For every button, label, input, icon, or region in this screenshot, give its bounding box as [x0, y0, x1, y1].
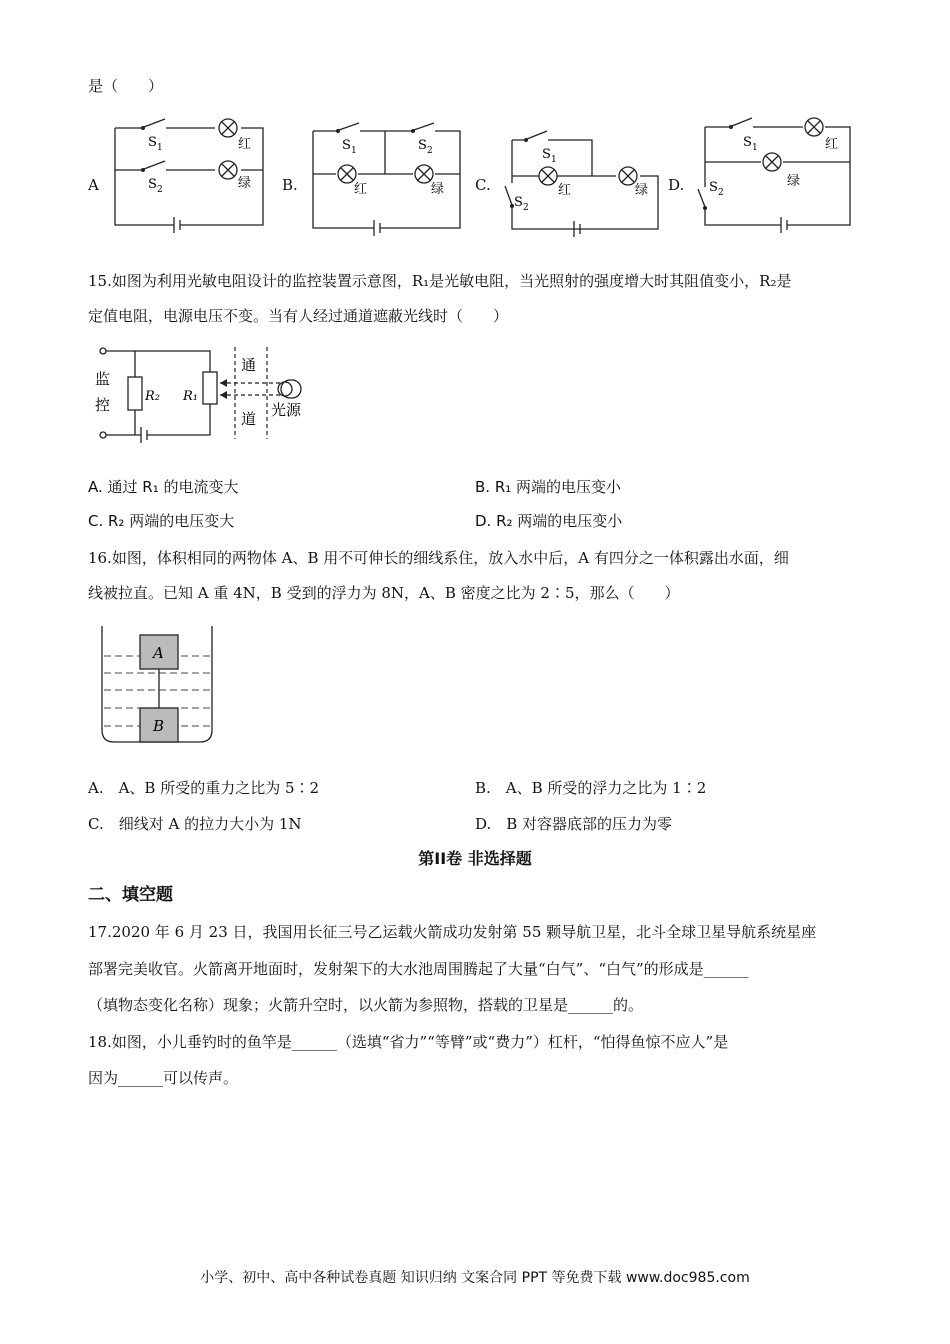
- svg-text:S: S: [418, 138, 427, 153]
- page-footer: 小学、初中、高中各种试卷真题 知识归纳 文案合同 PPT 等免费下载 www.doc985.com: [200, 1270, 750, 1286]
- container-diagram: [100, 626, 218, 746]
- q15-option-d: D. R₂ 两端的电压变小: [475, 512, 623, 530]
- label-r2: R₂: [145, 389, 160, 404]
- q14-tail: 是（ ）: [88, 77, 164, 95]
- q14-option-b-label: B.: [282, 176, 298, 194]
- q17-line3: （填物态变化名称）现象；火箭升空时，以火箭为参照物，搭载的卫星是______的。: [88, 996, 644, 1014]
- q15-option-a: A. 通过 R₁ 的电流变大: [88, 478, 239, 496]
- svg-text:S: S: [514, 195, 523, 210]
- q16-option-d: D. B 对容器底部的压力为零: [475, 815, 673, 833]
- q17-line2: 部署完美收官。火箭离开地面时，发射架下的大水池周围腾起了大量“白气”、“白气”的形成是______: [88, 960, 749, 978]
- q14-option-a-label: A: [88, 176, 99, 194]
- label-red: 红: [238, 137, 252, 152]
- q17-line1: 17.2020 年 6 月 23 日，我国用长征三号乙运载火箭成功发射第 55 颗导航卫星，北斗全球卫星导航系统星座: [88, 923, 817, 941]
- q14-option-c-label: C.: [475, 176, 491, 194]
- q15-option-c: C. R₂ 两端的电压变大: [88, 512, 235, 530]
- svg-text:2: 2: [157, 185, 163, 195]
- label-r1: R₁: [183, 389, 198, 404]
- label-jian: 监: [95, 370, 111, 388]
- svg-text:1: 1: [351, 146, 357, 156]
- svg-text:S: S: [743, 135, 752, 150]
- svg-text:绿: 绿: [431, 182, 445, 197]
- q15-option-b: B. R₁ 两端的电压变小: [475, 478, 622, 496]
- q15-stem-line2: 定值电阻，电源电压不变。当有人经过通道遮蔽光线时（ ）: [88, 307, 509, 325]
- circuit-diagram-b: [310, 123, 465, 238]
- section-fill-blank-heading: 二、填空题: [88, 885, 173, 905]
- q18-line2: 因为______可以传声。: [88, 1069, 239, 1087]
- q14-option-d-label: D.: [668, 176, 685, 194]
- svg-text:S: S: [542, 147, 551, 162]
- svg-text:绿: 绿: [635, 183, 649, 198]
- circuit-diagram-c: [500, 128, 665, 243]
- label-light-source: 光源: [271, 401, 302, 419]
- svg-text:红: 红: [825, 137, 839, 152]
- monitor-circuit-diagram: [95, 342, 315, 442]
- svg-text:红: 红: [558, 183, 572, 198]
- label-dao: 道: [241, 410, 257, 428]
- label-s1: S: [148, 135, 157, 150]
- q16-option-a: A. A、B 所受的重力之比为 5∶2: [88, 779, 320, 797]
- circuit-diagram-d: [695, 115, 860, 230]
- q16-stem-line2: 线被拉直。已知 A 重 4N，B 受到的浮力为 8N，A、B 密度之比为 2∶5，那么（ ）: [88, 584, 680, 602]
- q16-option-b: B. A、B 所受的浮力之比为 1∶2: [475, 779, 707, 797]
- label-tong: 通: [241, 356, 257, 374]
- label-kong: 控: [95, 396, 111, 414]
- part2-title: 第II卷 非选择题: [418, 849, 532, 868]
- svg-text:1: 1: [551, 155, 557, 165]
- block-a-label: A: [153, 644, 164, 662]
- q16-option-c: C. 细线对 A 的拉力大小为 1N: [88, 815, 302, 833]
- q16-stem-line1: 16.如图，体积相同的两物体 A、B 用不可伸长的细线系住，放入水中后，A 有四分之一体积露出水面，细: [88, 549, 789, 567]
- svg-text:2: 2: [523, 203, 529, 213]
- svg-text:S: S: [709, 180, 718, 195]
- q18-line1: 18.如图，小儿垂钓时的鱼竿是______（选填“省力”“等臂”或“费力”）杠杆，“怕得鱼惊不应人”是: [88, 1033, 729, 1051]
- svg-text:1: 1: [157, 143, 163, 153]
- svg-text:红: 红: [354, 182, 368, 197]
- svg-text:2: 2: [718, 188, 724, 198]
- svg-text:2: 2: [427, 146, 433, 156]
- block-b-label: B: [153, 717, 165, 735]
- svg-text:1: 1: [752, 143, 758, 153]
- circuit-diagram-a: [110, 118, 270, 233]
- svg-text:绿: 绿: [787, 174, 801, 189]
- svg-text:S: S: [342, 138, 351, 153]
- q15-stem-line1: 15.如图为利用光敏电阻设计的监控装置示意图，R₁是光敏电阻，当光照射的强度增大时其阻值变小，R₂是: [88, 272, 792, 290]
- label-s2: S: [148, 177, 157, 192]
- label-green: 绿: [238, 176, 252, 191]
